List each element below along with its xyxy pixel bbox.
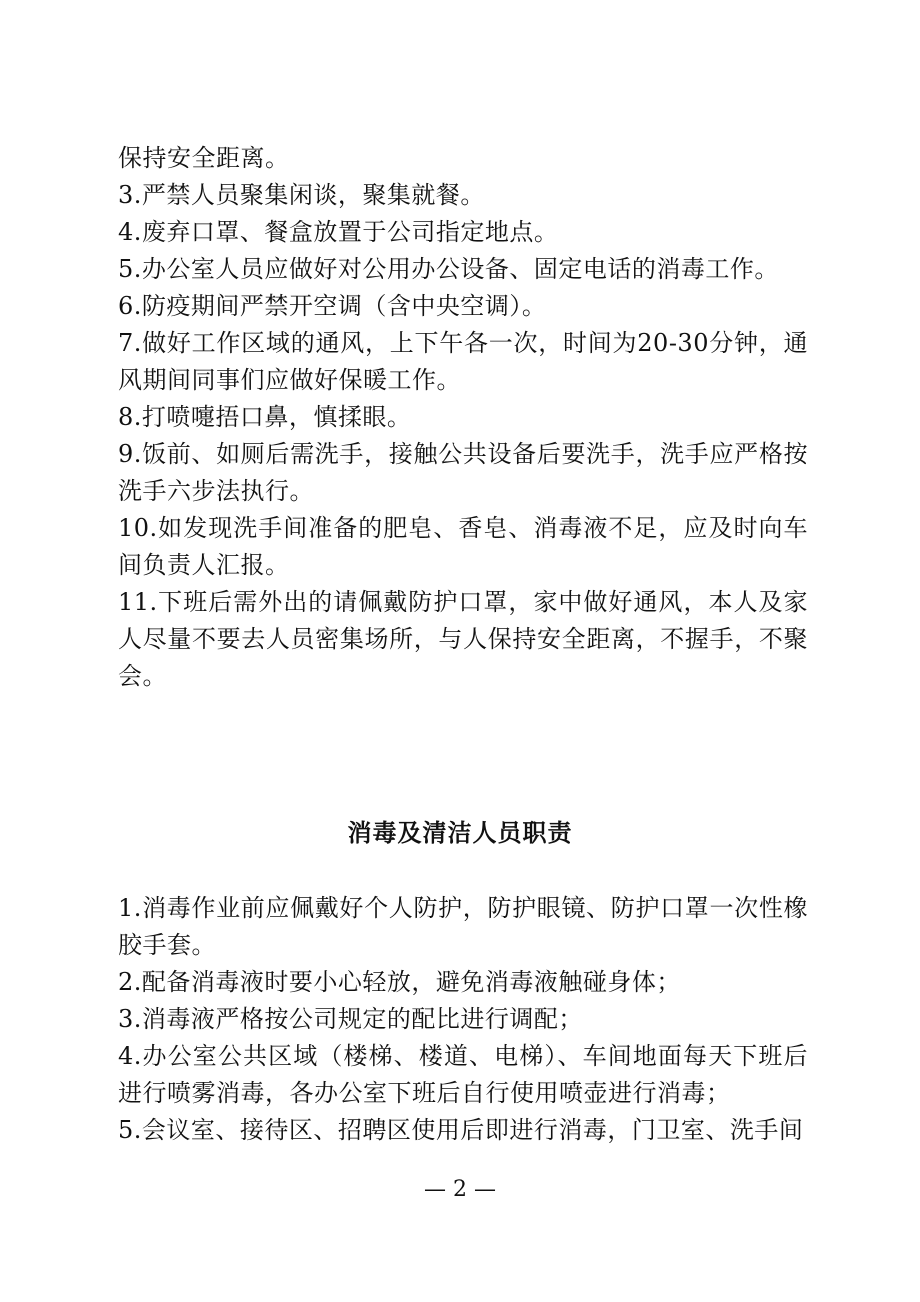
paragraph: 3.严禁人员聚集闲谈，聚集就餐。 xyxy=(118,181,485,209)
paragraph: 2.配备消毒液时要小心轻放，避免消毒液触碰身体； xyxy=(118,968,681,996)
paragraph: 保持安全距离。 xyxy=(118,144,290,172)
paragraph: 10.如发现洗手间准备的肥皂、香皂、消毒液不足，应及时向车间负责人汇报。 xyxy=(118,514,808,579)
paragraph: 8.打喷嚏捂口鼻，慎揉眼。 xyxy=(118,403,412,431)
paragraph: 9.饭前、如厕后需洗手，接触公共设备后要洗手，洗手应严格按洗手六步法执行。 xyxy=(118,440,808,505)
section-title: 消毒及清洁人员职责 xyxy=(347,818,573,847)
continuation-section xyxy=(118,140,808,695)
page-number: — 2 — xyxy=(424,1177,496,1202)
paragraph: 11.下班后需外出的请佩戴防护口罩，家中做好通风，本人及家人尽量不要去人员密集场所，与人保持安全距离，不握手，不聚会。 xyxy=(118,588,808,690)
paragraph: 5.会议室、接待区、招聘区使用后即进行消毒，门卫室、洗手间 xyxy=(118,1116,804,1144)
duties-section xyxy=(118,890,808,1149)
paragraph: 4.废弃口罩、餐盒放置于公司指定地点。 xyxy=(118,218,559,246)
paragraph: 1.消毒作业前应佩戴好个人防护，防护眼镜、防护口罩一次性橡胶手套。 xyxy=(118,894,808,959)
paragraph: 7.做好工作区域的通风，上下午各一次，时间为20-30分钟，通风期间同事们应做好保暖工作。 xyxy=(118,329,808,394)
paragraph: 4.办公室公共区域（楼梯、楼道、电梯）、车间地面每天下班后进行喷雾消毒，各办公室下班后自行使用喷壶进行消毒； xyxy=(118,1042,808,1107)
paragraph: 6.防疫期间严禁开空调（含中央空调）。 xyxy=(118,292,547,320)
paragraph: 5.办公室人员应做好对公用办公设备、固定电话的消毒工作。 xyxy=(118,255,779,283)
paragraph: 3.消毒液严格按公司规定的配比进行调配； xyxy=(118,1005,583,1033)
